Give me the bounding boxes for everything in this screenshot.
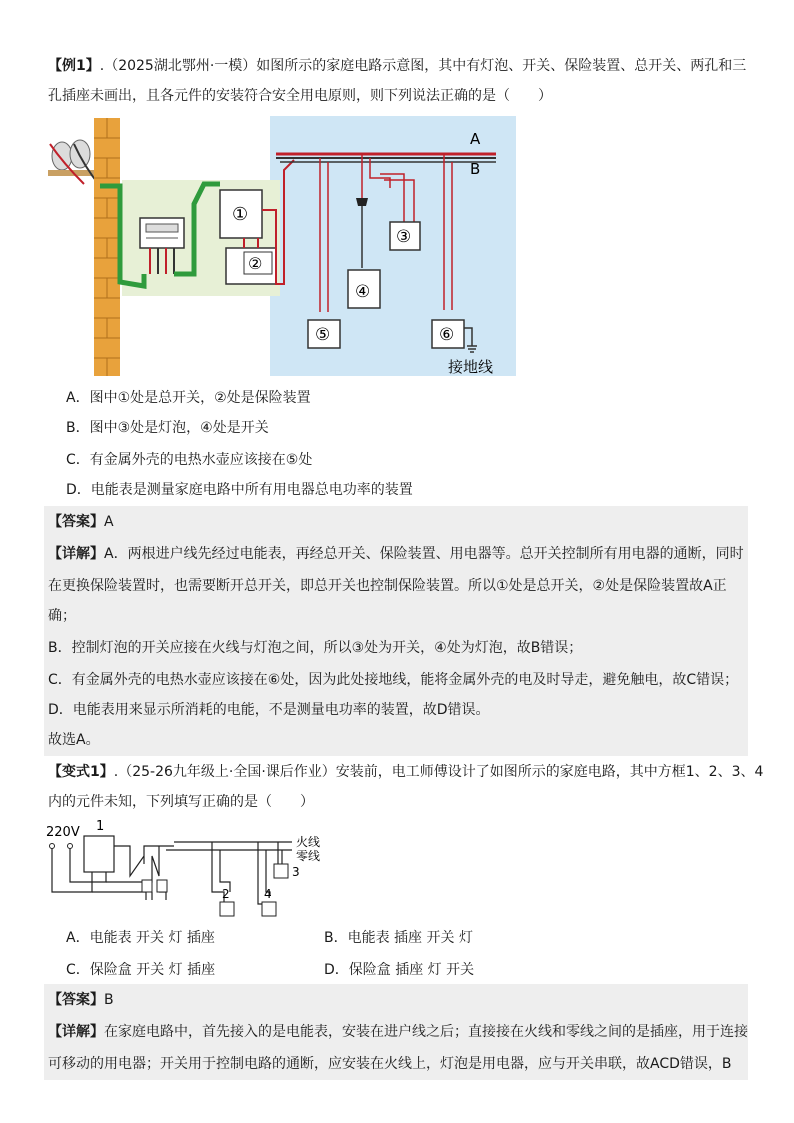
variant1-stem-line2: 内的元件未知，下列填写正确的是（ ） [48, 794, 314, 810]
example1-option-b: B．图中③处是灯泡，④处是开关 [66, 420, 269, 436]
variant1-tag: 【变式1】 [48, 764, 114, 780]
lamp-holder-icon [356, 198, 368, 206]
fuse-right [157, 880, 167, 892]
example1-stem-line2: 孔插座未画出，且各元件的安装符合安全用电原则，则下列说法正确的是（ ） [48, 88, 552, 104]
variant1-answer-line [48, 990, 114, 1010]
variant1-option-b: B．电能表 插座 开关 灯 [324, 930, 473, 946]
example1-detail-line2: 在更换保险装置时，也需要断开总开关，即总开关也控制保险装置。所以①处是总开关，②处是保险装置故A正 [48, 578, 727, 594]
box-2 [220, 902, 234, 916]
wire-b-label: B [470, 160, 481, 178]
variant1-stem-text: .（25-26九年级上·全国·课后作业）安装前，电工师傅设计了如图所示的家庭电路，其中方框1、2、3、4 [113, 764, 764, 780]
example1-detail-line5: C．有金属外壳的电热水壶应该接在⑥处，因为此处接地线，能将金属外壳的电及时导走，避免触电，故C错误； [48, 672, 739, 688]
example1-detail-line3: 确； [48, 608, 76, 624]
voltage-label: 220V [46, 825, 80, 840]
variant1-detail-tag: 【详解】 [48, 1024, 104, 1040]
element-5-label: ⑤ [315, 325, 331, 345]
household-circuit-figure [44, 114, 522, 378]
example1-stem-text: .（2025湖北鄂州·一模）如图所示的家庭电路示意图，其中有灯泡、开关、保险装置、总开关、两孔和三 [99, 58, 747, 74]
box-4-label: 4 [264, 887, 272, 901]
example1-option-a: A．图中①处是总开关，②处是保险装置 [66, 390, 311, 406]
box-3-label: 3 [292, 865, 300, 879]
element-2-label: ② [248, 254, 263, 273]
example1-detail-line7: 故选A。 [48, 732, 100, 748]
box-3 [274, 864, 288, 878]
variant1-option-d: D．保险盒 插座 灯 开关 [324, 962, 475, 978]
variant1-detail-line2: 可移动的用电器；开关用于控制电路的通断，应安装在火线上，灯泡是用电器，应与开关串联，故ACD错误，B [48, 1056, 732, 1072]
wire-a-label: A [470, 130, 481, 148]
box-2-label: 2 [222, 887, 230, 901]
box-4 [262, 902, 276, 916]
variant1-answer-tag: 【答案】 [48, 992, 104, 1008]
example1-option-d: D．电能表是测量家庭电路中所有用电器总电功率的装置 [66, 482, 413, 498]
variant1-option-c: C．保险盒 开关 灯 插座 [66, 962, 216, 978]
brick-wall [94, 118, 120, 376]
live-wire-label: 火线 [296, 835, 321, 849]
example1-detail-line4: B．控制灯泡的开关应接在火线与灯泡之间，所以③处为开关，④处为灯泡，故B错误； [48, 640, 583, 656]
box-1 [84, 836, 114, 872]
variant1-stem-line1 [48, 762, 763, 782]
variant1-option-a: A．电能表 开关 灯 插座 [66, 930, 215, 946]
element-1-label: ① [232, 204, 249, 225]
fuse-left [142, 880, 152, 892]
example1-answer-line [48, 512, 114, 532]
neutral-wire-label: 零线 [296, 849, 321, 863]
element-6-label: ⑥ [439, 325, 455, 345]
variant1-answer-value: B [104, 992, 114, 1008]
example1-tag: 【例1】 [48, 58, 100, 74]
example1-stem-line1 [48, 56, 746, 76]
schematic-circuit-figure [44, 816, 344, 920]
insulators [48, 140, 100, 186]
example1-detail-tag: 【详解】 [48, 546, 104, 562]
example1-detail-line1: 【详解】A．两根进户线先经过电能表，再经总开关、保险装置、用电器等。总开关控制所有用电器的通断，同时 [48, 546, 744, 562]
example1-answer-tag: 【答案】 [48, 514, 104, 530]
box-1-label: 1 [96, 819, 105, 834]
element-3-label: ③ [396, 227, 412, 247]
variant1-detail-line1: 【详解】在家庭电路中，首先接入的是电能表，安装在进户线之后；直接接在火线和零线之间的是插座，用于连接 [48, 1024, 748, 1040]
element-4-label: ④ [355, 282, 371, 302]
example1-option-c: C．有金属外壳的电热水壶应该接在⑤处 [66, 452, 313, 468]
example1-detail-line6: D．电能表用来显示所消耗的电能，不是测量电功率的装置，故D错误。 [48, 702, 490, 718]
ground-label: 接地线 [448, 358, 494, 376]
example1-answer-value: A [104, 514, 114, 530]
